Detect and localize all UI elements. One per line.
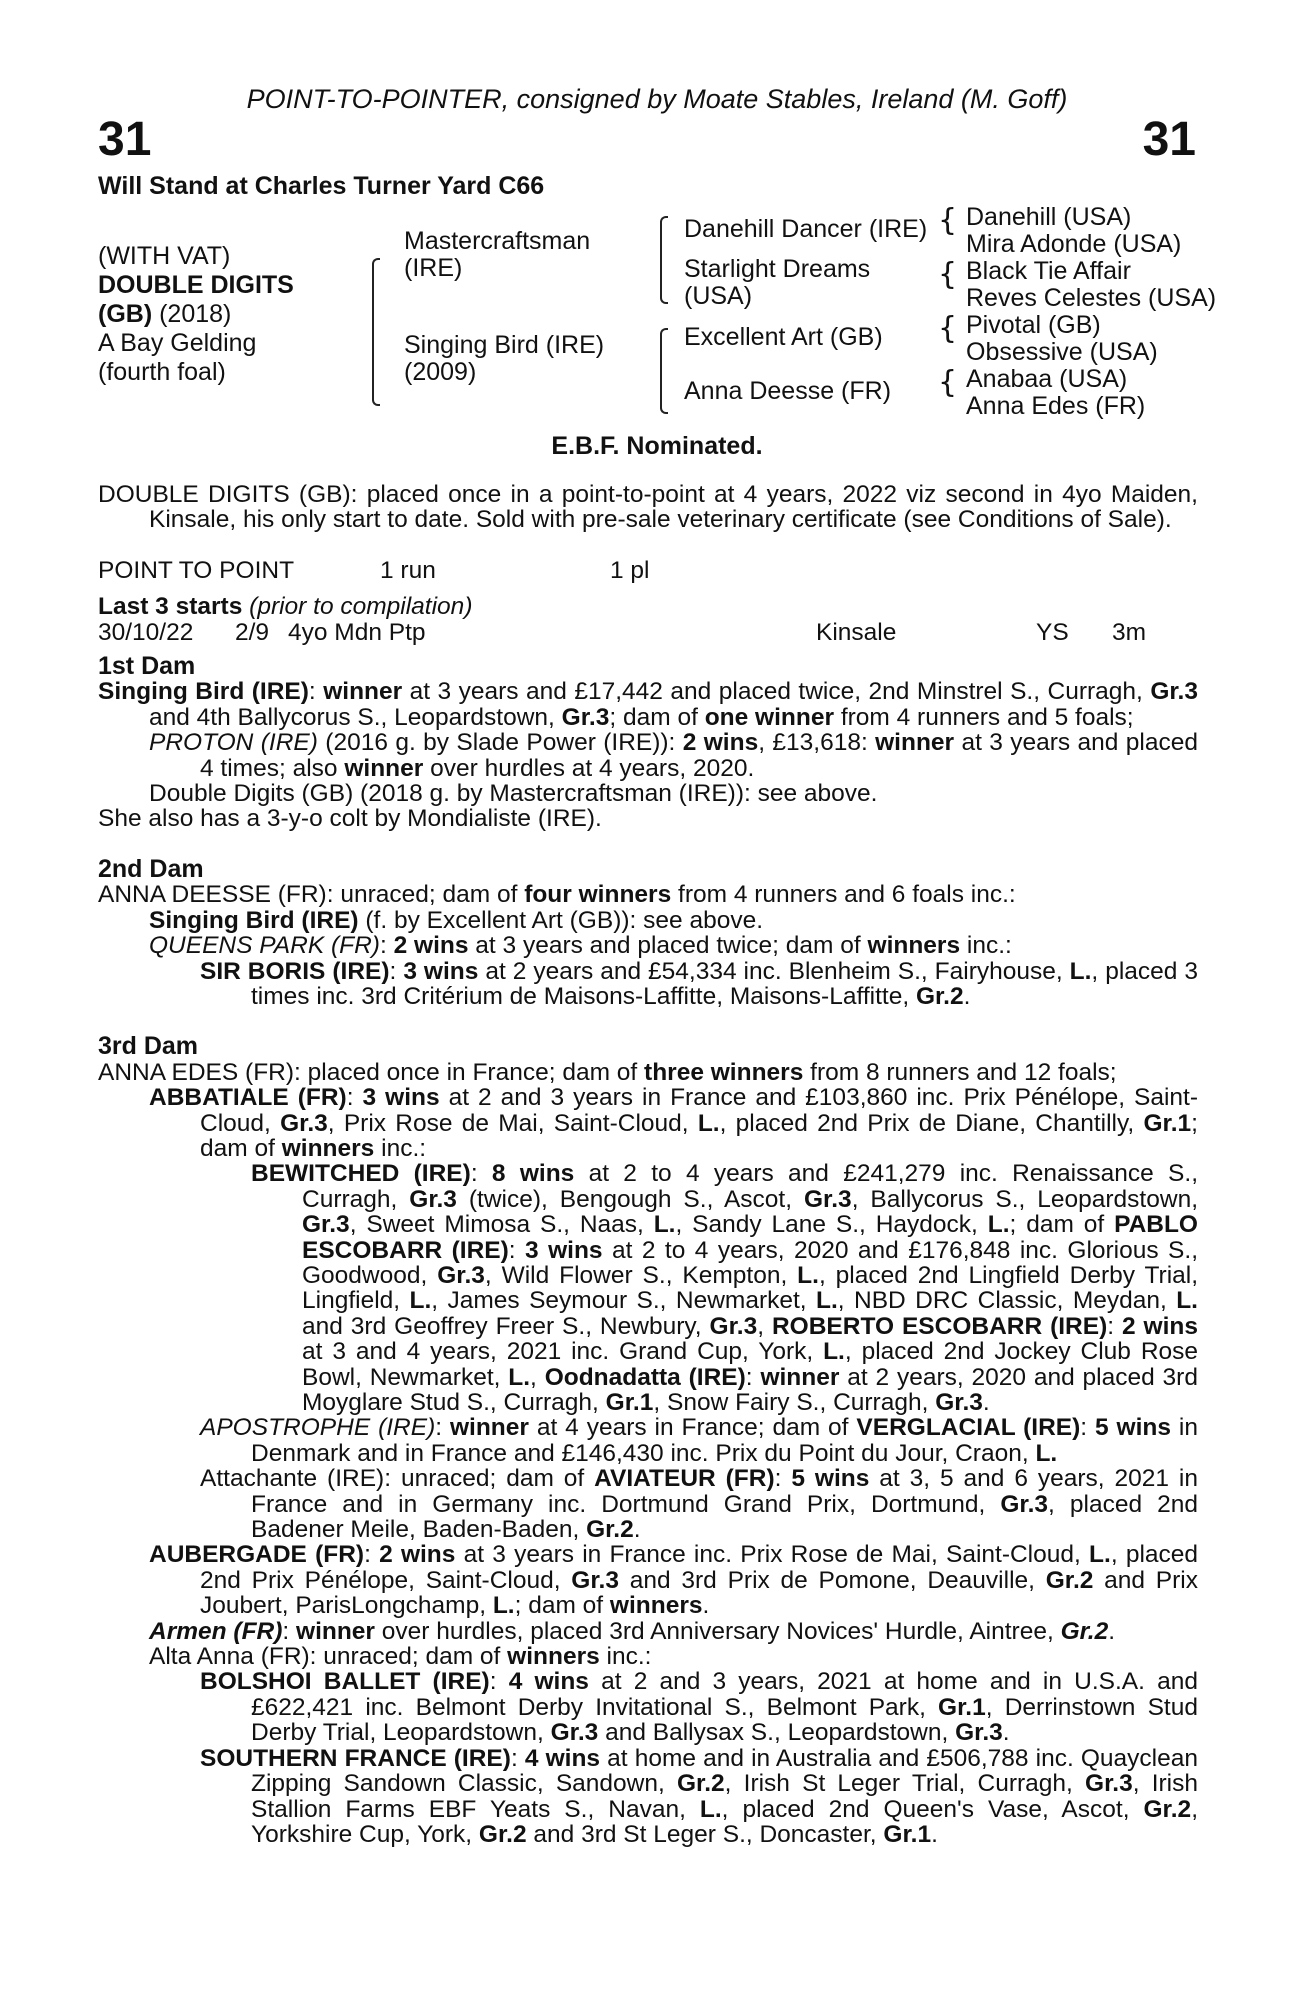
second-dam-heading: 2nd Dam <box>98 854 204 883</box>
pedigree-ds: Excellent Art (GB) <box>684 323 883 351</box>
aubergade-entry: AUBERGADE (FR): 2 wins at 3 years in France inc. Prix Rose de Mai, Saint-Cloud, L., placed 2nd Prix Pénélope, Saint-Cloud, Gr.3 and 3rd Prix de Pomone, Deauville, Gr.2 and Prix Joubert, ParisLongchamp, L.; dam of winners. <box>149 1541 1199 1620</box>
pedigree-sire: Mastercraftsman (IRE) <box>404 227 591 282</box>
pedigree-dd: Anna Deesse (FR) <box>684 377 892 405</box>
page-header: POINT-TO-POINTER, consigned by Moate Stables, Ireland (M. Goff) <box>246 84 1068 114</box>
singing-bird-entry: Singing Bird (IRE) (f. by Excellent Art (GB)): see above. <box>149 906 763 934</box>
first-dam-heading: 1st Dam <box>98 652 196 681</box>
bolshoi-ballet-entry: BOLSHOI BALLET (IRE): 4 wins at 2 and 3 years, 2021 at home and in U.S.A. and £622,421 inc. Belmont Derby Invitational S., Belmont Park, Gr.1, Derrinstown Stud Derby Trial, Leopardstown, Gr.3 and Ballysax S., Leopardstown, Gr.3. <box>200 1668 1198 1747</box>
catalogue-body <box>98 482 1198 1847</box>
third-dam-heading: 3rd Dam <box>98 1032 199 1061</box>
abbatiale-entry: ABBATIALE (FR): 3 wins at 2 and 3 years in France and £103,860 inc. Prix Pénélope, Saint-Cloud, Gr.3, Prix Rose de Mai, Saint-Cloud, L., placed 2nd Prix de Diane, Chantilly, Gr.1; dam of winners inc.: <box>149 1084 1199 1162</box>
proton-entry: PROTON (IRE) (2016 g. by Slade Power (IRE)): 2 wins, £13,618: winner at 3 years and placed 4 times; also winner over hurdles at 4 years, 2020. <box>149 729 1199 782</box>
brace-small: { <box>938 257 958 292</box>
foal-note: (fourth foal) <box>98 358 226 386</box>
bewitched-entry: BEWITCHED (IRE): 8 wins at 2 to 4 years and £241,279 inc. Renaissance S., Curragh, Gr.3 (twice), Bengough S., Ascot, Gr.3, Ballycorus S., Leopardstown, Gr.3, Sweet Mimosa S., Naas, L., Sandy Lane S., Haydock, L.; dam of PABLO ESCOBARR (IRE): 3 wins at 2 to 4 years, 2020 and £176,848 inc. Glorious S., Goodwood, Gr.3, Wild Flower S., Kempton, L., placed 2nd Lingfield Derby Trial, Lingfield, L., James Seymour S., Newmarket, L., NBD DRC Classic, Meydan, L. and 3rd Geoffrey Freer S., Newbury, Gr.3, ROBERTO ESCOBARR (IRE): 2 wins at 3 and 4 years, 2021 inc. Grand Cup, York, L., placed 2nd Jockey Club Rose Bowl, Newmarket, L., Oodnadatta (IRE): winner at 2 years, 2020 and placed 3rd Moyglare Stud S., Curragh, Gr.1, Snow Fairy S., Curragh, Gr.3. <box>251 1160 1199 1416</box>
pedigree-dsd: Obsessive (USA) <box>966 338 1158 366</box>
brace-small: { <box>938 311 958 346</box>
last3-heading: Last 3 starts (prior to compilation) <box>98 593 473 621</box>
sir-boris-entry: SIR BORIS (IRE): 3 wins at 2 years and £54,334 inc. Blenheim S., Fairyhouse, L., placed 3 times inc. 3rd Critérium de Maisons-Laffitte, Maisons-Laffitte, Gr.2. <box>200 957 1198 1010</box>
alta-anna-entry: Alta Anna (FR): unraced; dam of winners inc.: <box>149 1643 652 1671</box>
brace-small: { <box>938 365 958 400</box>
pedigree-ddd: Anna Edes (FR) <box>966 392 1146 420</box>
horse-desc: A Bay Gelding <box>98 329 257 357</box>
pedigree-brace-1 <box>372 258 380 406</box>
queens-park-entry: QUEENS PARK (FR): 2 wins at 3 years and placed twice; dam of winners inc.: <box>149 932 1012 960</box>
colt-note: She also has a 3-y-o colt by Mondialiste (IRE). <box>98 805 602 833</box>
pedigree-brace-2 <box>660 216 668 304</box>
double-digits-entry: Double Digits (GB) (2018 g. by Mastercraftsman (IRE)): see above. <box>149 780 878 808</box>
first-dam-text: Singing Bird (IRE): winner at 3 years and £17,442 and placed twice, 2nd Minstrel S., Curragh, Gr.3 and 4th Ballycorus S., Leopardstown, Gr.3; dam of one winner from 4 runners and 5 foals; <box>98 678 1198 731</box>
pedigree-sss: Danehill (USA) <box>966 203 1132 231</box>
pedigree-sds: Black Tie Affair <box>966 257 1131 285</box>
pedigree-ss: Danehill Dancer (IRE) <box>684 215 928 243</box>
pedigree-ssd: Mira Adonde (USA) <box>966 230 1182 258</box>
pedigree-dam: Singing Bird (IRE) (2009) <box>404 331 605 386</box>
horse-name: DOUBLE DIGITS <box>98 271 294 299</box>
attachante-entry: Attachante (IRE): unraced; dam of AVIATEUR (FR): 5 wins at 3, 5 and 6 years, 2021 in France and in Germany inc. Dortmund Grand Prix, Dortmund, Gr.3, placed 2nd Badener Meile, Baden-Baden, Gr.2. <box>200 1465 1199 1544</box>
pedigree-brace-3 <box>660 328 668 414</box>
pedigree-dds: Anabaa (USA) <box>966 365 1128 393</box>
horse-country-year: (GB) (2018) <box>98 300 232 328</box>
stand-location: Will Stand at Charles Turner Yard C66 <box>98 172 545 200</box>
pedigree-sdd: Reves Celestes (USA) <box>966 284 1217 312</box>
record-row: POINT TO POINT 1 run 1 pl <box>98 556 650 584</box>
horse-block <box>98 242 294 387</box>
summary-paragraph: DOUBLE DIGITS (GB): placed once in a point-to-point at 4 years, 2022 viz second in 4yo Maiden, Kinsale, his only start to date. Sold with pre-sale veterinary certificate (see Conditions of Sale). <box>98 481 1198 534</box>
anna-deesse-entry: ANNA DEESSE (FR): unraced; dam of four winners from 4 runners and 6 foals inc.: <box>98 881 1016 909</box>
apostrophe-entry: APOSTROPHE (IRE): winner at 4 years in France; dam of VERGLACIAL (IRE): 5 wins in Denmark and in France and £146,430 inc. Prix du Point du Jour, Craon, L. <box>200 1414 1198 1467</box>
ebf-nominated: E.B.F. Nominated. <box>551 432 763 460</box>
lot-number-left: 31 <box>98 113 152 166</box>
brace-small: { <box>938 203 958 238</box>
anna-edes-entry: ANNA EDES (FR): placed once in France; dam of three winners from 8 runners and 12 foals; <box>98 1058 1117 1086</box>
armen-entry: Armen (FR): winner over hurdles, placed 3rd Anniversary Novices' Hurdle, Aintree, Gr.2. <box>149 1617 1116 1645</box>
last3-row: 30/10/22 2/9 4yo Mdn Ptp Kinsale YS 3m <box>98 618 1147 646</box>
vat-note: (WITH VAT) <box>98 242 231 270</box>
lot-number-right: 31 <box>1142 113 1196 166</box>
pedigree-dss: Pivotal (GB) <box>966 311 1101 339</box>
pedigree-sd: Starlight Dreams (USA) <box>684 255 871 310</box>
southern-france-entry: SOUTHERN FRANCE (IRE): 4 wins at home and in Australia and £506,788 inc. Quayclean Zipping Sandown Classic, Sandown, Gr.2, Irish St Leger Trial, Curragh, Gr.3, Irish Stallion Farms EBF Yeats S., Navan, L., placed 2nd Queen's Vase, Ascot, Gr.2, Yorkshire Cup, York, Gr.2 and 3rd St Leger S., Doncaster, Gr.1. <box>200 1744 1199 1848</box>
